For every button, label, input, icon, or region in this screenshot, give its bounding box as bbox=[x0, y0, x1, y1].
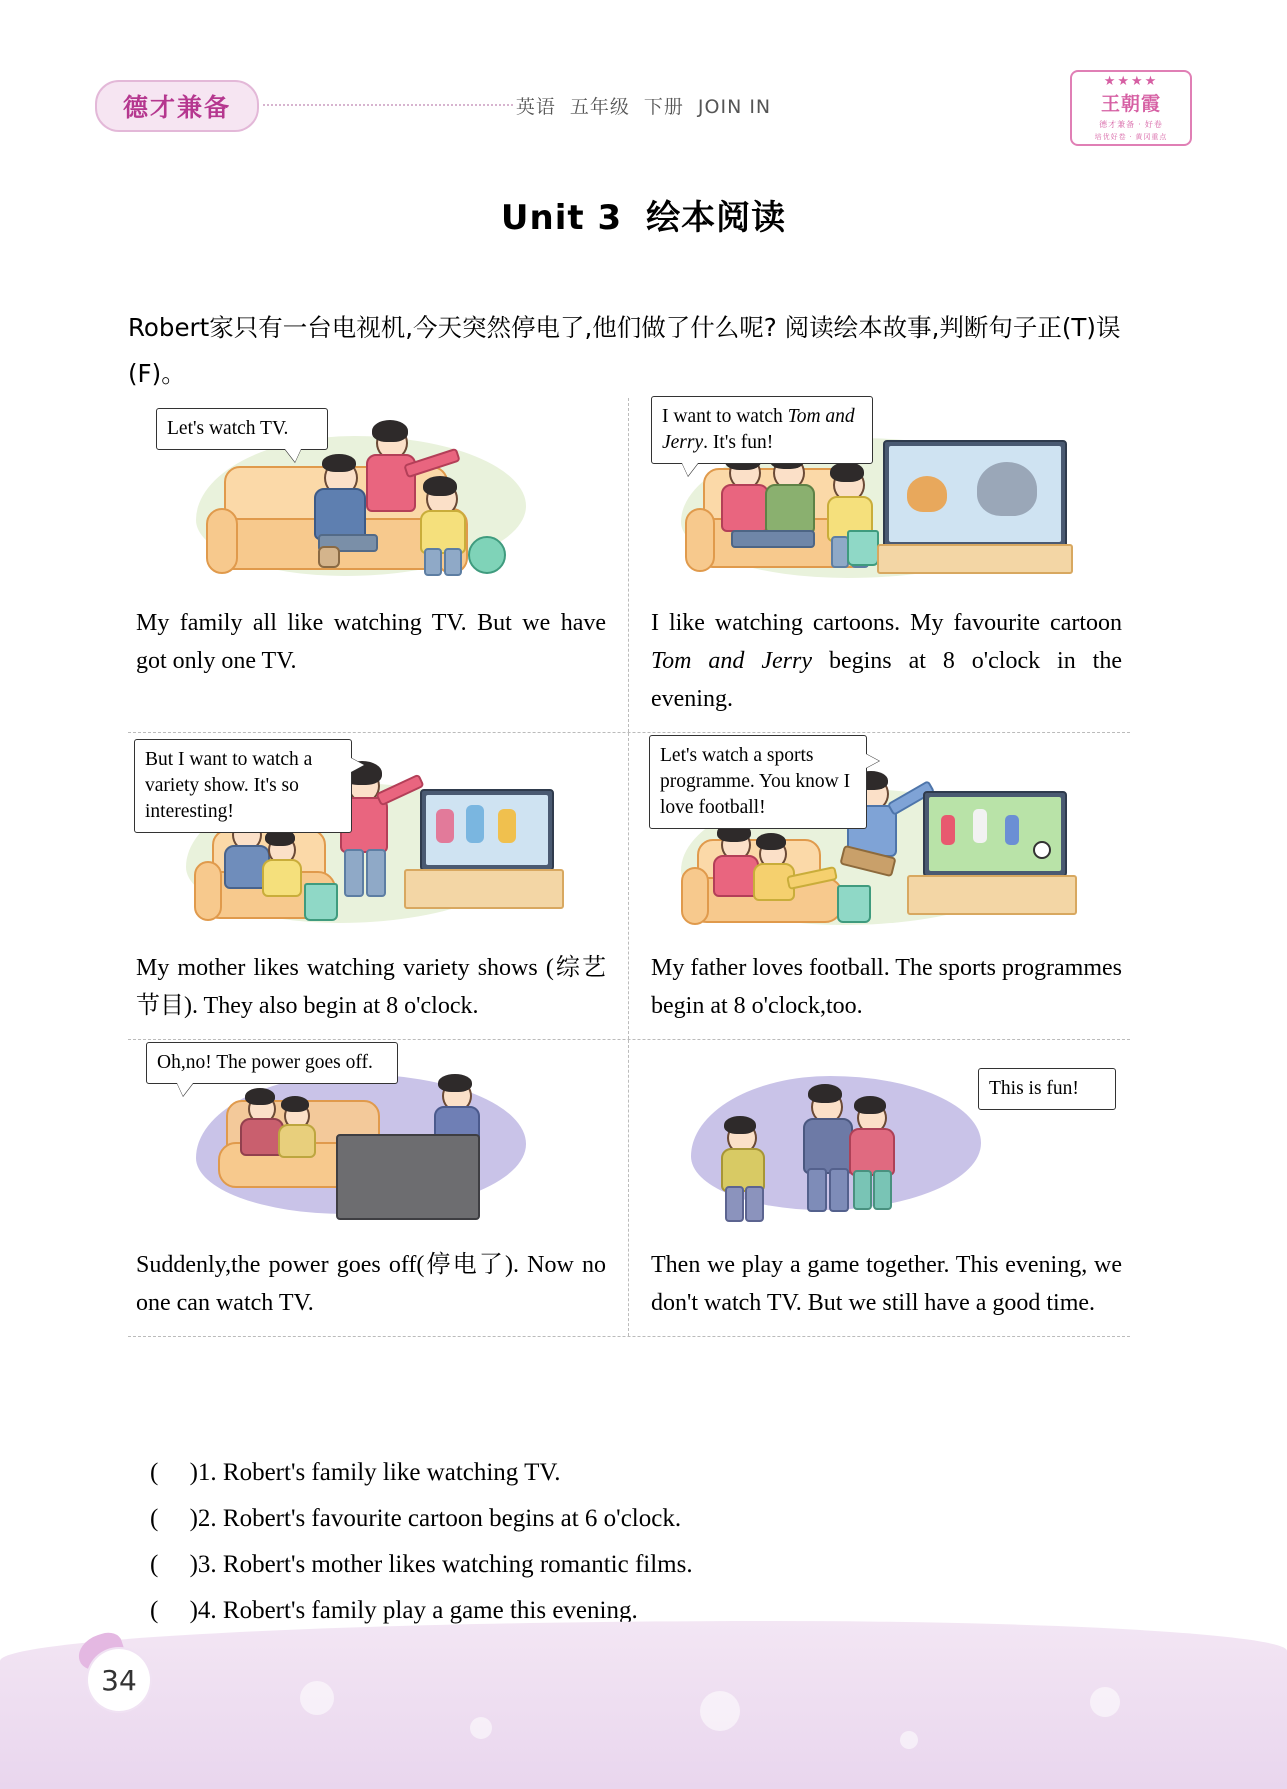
panel-5-illustration bbox=[136, 1050, 606, 1240]
stamp-subtitle: 德才兼备 · 好卷 bbox=[1099, 120, 1163, 129]
boy-leg-right bbox=[745, 1186, 764, 1222]
stamp-stars: ★★★★ bbox=[1103, 73, 1159, 88]
bubble-2-suffix: . It's fun! bbox=[703, 432, 774, 453]
mother-body bbox=[721, 484, 769, 532]
waste-bin bbox=[847, 530, 879, 566]
comic-panel-1 bbox=[128, 398, 629, 732]
sofa-armrest-left bbox=[681, 867, 709, 925]
header-volume: 下册 bbox=[643, 96, 684, 118]
child-hair bbox=[854, 1096, 886, 1114]
sofa-armrest-left bbox=[685, 508, 715, 572]
stamp-subtitle-2: 培优好卷 · 黄冈重点 bbox=[1094, 133, 1168, 141]
tv-set bbox=[923, 791, 1067, 877]
unit-label: Unit 3 bbox=[500, 198, 623, 238]
bubble-2-prefix: I want to watch bbox=[662, 406, 788, 427]
decor-bubble bbox=[300, 1681, 334, 1715]
tv-screen bbox=[929, 797, 1061, 871]
child-hair bbox=[281, 1096, 309, 1112]
speech-bubble-5: Oh,no! The power goes off. bbox=[146, 1042, 398, 1084]
panel-4-caption: My father loves football. The sports programmes begin at 8 o'clock,too. bbox=[651, 955, 1122, 1019]
child-body bbox=[278, 1124, 316, 1158]
panel-2-caption bbox=[651, 604, 1122, 718]
father-leg-right bbox=[829, 1168, 849, 1212]
decor-bubble bbox=[1090, 1687, 1120, 1717]
footer-decoration bbox=[0, 1621, 1287, 1789]
bubble-2-italic: Tom and Jerry bbox=[662, 406, 855, 453]
instruction-text: Robert家只有一台电视机,今天突然停电了,他们做了什么呢? 阅读绘本故事,判断句子正(T)误(F)。 bbox=[128, 313, 1121, 388]
comic-panel-6 bbox=[629, 1040, 1130, 1336]
caption-2-suffix: begins at 8 o'clock in the evening. bbox=[651, 648, 1122, 712]
tv-screen bbox=[889, 446, 1061, 542]
boy-leg-left bbox=[424, 548, 442, 576]
header-series: JOIN IN bbox=[697, 96, 772, 118]
comic-panel-4 bbox=[629, 733, 1130, 1039]
tv-screen bbox=[426, 795, 548, 865]
brand-badge-label: 德才兼备 bbox=[122, 93, 231, 122]
comic-panel-5 bbox=[128, 1040, 629, 1336]
publisher-stamp bbox=[1070, 70, 1192, 146]
speech-bubble-1: Let's watch TV. bbox=[156, 408, 328, 450]
question-item-3[interactable]: ( )3. Robert's mother likes watching romantic films. bbox=[150, 1551, 693, 1578]
tv-football bbox=[1033, 841, 1051, 859]
mother-hair bbox=[372, 420, 408, 442]
father-hair bbox=[245, 1088, 275, 1105]
caption-2-italic: Tom and Jerry bbox=[651, 648, 813, 674]
mother-leg-right bbox=[366, 849, 386, 897]
cartoon-mouse bbox=[907, 476, 947, 512]
cartoon-cat bbox=[977, 462, 1037, 516]
tv-set-off bbox=[336, 1134, 480, 1220]
panel-6-caption: Then we play a game together. This evening, we don't watch TV. But we still have a good time. bbox=[651, 1252, 1122, 1316]
child-hair bbox=[756, 833, 786, 850]
player-1 bbox=[941, 815, 955, 845]
tv-stand bbox=[877, 544, 1073, 574]
true-false-question-list bbox=[150, 1450, 1150, 1634]
boy-hair bbox=[423, 476, 457, 496]
speech-bubble-4: Let's watch a sports programme. You know I love football! bbox=[649, 735, 867, 829]
decor-bubble bbox=[700, 1691, 740, 1731]
panel-6-illustration bbox=[651, 1050, 1122, 1240]
child-body bbox=[849, 1128, 895, 1176]
speech-bubble-2 bbox=[651, 396, 873, 464]
waste-bin bbox=[837, 885, 871, 923]
question-item-1[interactable]: ( )1. Robert's family like watching TV. bbox=[150, 1459, 561, 1486]
header-title bbox=[95, 92, 1192, 119]
father-body bbox=[314, 488, 366, 540]
mother-hair bbox=[438, 1074, 472, 1092]
page-title bbox=[0, 190, 1287, 239]
parents-legs bbox=[731, 530, 815, 548]
boy-hair bbox=[724, 1116, 756, 1134]
stamp-brand: 王朝霞 bbox=[1100, 93, 1161, 115]
tv-set bbox=[883, 440, 1067, 548]
page-header bbox=[95, 70, 1192, 141]
sofa-armrest-left bbox=[206, 508, 238, 574]
comic-row-1 bbox=[128, 398, 1130, 733]
comic-grid bbox=[128, 398, 1130, 1337]
unit-heading: 绘本阅读 bbox=[646, 198, 787, 238]
panel-2-illustration bbox=[651, 408, 1122, 598]
decor-bubble bbox=[900, 1731, 918, 1749]
question-item-4[interactable]: ( )4. Robert's family play a game this evening. bbox=[150, 1597, 638, 1624]
father-hair bbox=[808, 1084, 842, 1103]
father-shoe bbox=[318, 546, 340, 568]
mother-leg-left bbox=[344, 849, 364, 897]
boy-hair bbox=[830, 462, 864, 482]
father-body bbox=[765, 484, 815, 534]
father-hair bbox=[322, 454, 356, 472]
header-subject: 英语 bbox=[515, 96, 556, 118]
panel-3-caption: My mother likes watching variety shows (综艺节目). They also begin at 8 o'clock. bbox=[136, 955, 606, 1019]
sofa-armrest-left bbox=[194, 861, 222, 921]
show-figure-1 bbox=[436, 809, 454, 843]
decor-bubble bbox=[470, 1717, 492, 1739]
show-figure-3 bbox=[498, 809, 516, 843]
player-2 bbox=[973, 809, 987, 843]
boy-leg-left bbox=[725, 1186, 744, 1222]
page-number: 34 bbox=[88, 1649, 150, 1711]
panel-1-illustration bbox=[136, 408, 606, 598]
tv-set bbox=[420, 789, 554, 871]
child-body bbox=[262, 859, 302, 897]
panel-4-illustration bbox=[651, 743, 1122, 943]
comic-row-3 bbox=[128, 1040, 1130, 1337]
panel-1-caption: My family all like watching TV. But we have got only one TV. bbox=[136, 610, 606, 674]
tv-stand bbox=[907, 875, 1077, 915]
comic-panel-3 bbox=[128, 733, 629, 1039]
father-body bbox=[803, 1118, 853, 1174]
father-leg-left bbox=[807, 1168, 827, 1212]
comic-row-2 bbox=[128, 733, 1130, 1040]
child-leg-left bbox=[853, 1170, 872, 1210]
speech-bubble-3: But I want to watch a variety show. It's so interesting! bbox=[134, 739, 352, 833]
show-figure-2 bbox=[466, 805, 484, 843]
waste-bin bbox=[304, 883, 338, 921]
question-item-2[interactable]: ( )2. Robert's favourite cartoon begins at 6 o'clock. bbox=[150, 1505, 682, 1532]
panel-3-illustration bbox=[136, 743, 606, 943]
football-ball bbox=[468, 536, 506, 574]
boy-leg-right bbox=[444, 548, 462, 576]
comic-panel-2 bbox=[629, 398, 1130, 732]
panel-5-caption: Suddenly,the power goes off(停电了). Now no one can watch TV. bbox=[136, 1252, 606, 1316]
child-leg-right bbox=[873, 1170, 892, 1210]
header-grade: 五年级 bbox=[569, 96, 630, 118]
tv-stand bbox=[404, 869, 564, 909]
caption-2-prefix: I like watching cartoons. My favourite cartoon bbox=[651, 610, 1122, 636]
speech-bubble-6: This is fun! bbox=[978, 1068, 1116, 1110]
player-3 bbox=[1005, 815, 1019, 845]
